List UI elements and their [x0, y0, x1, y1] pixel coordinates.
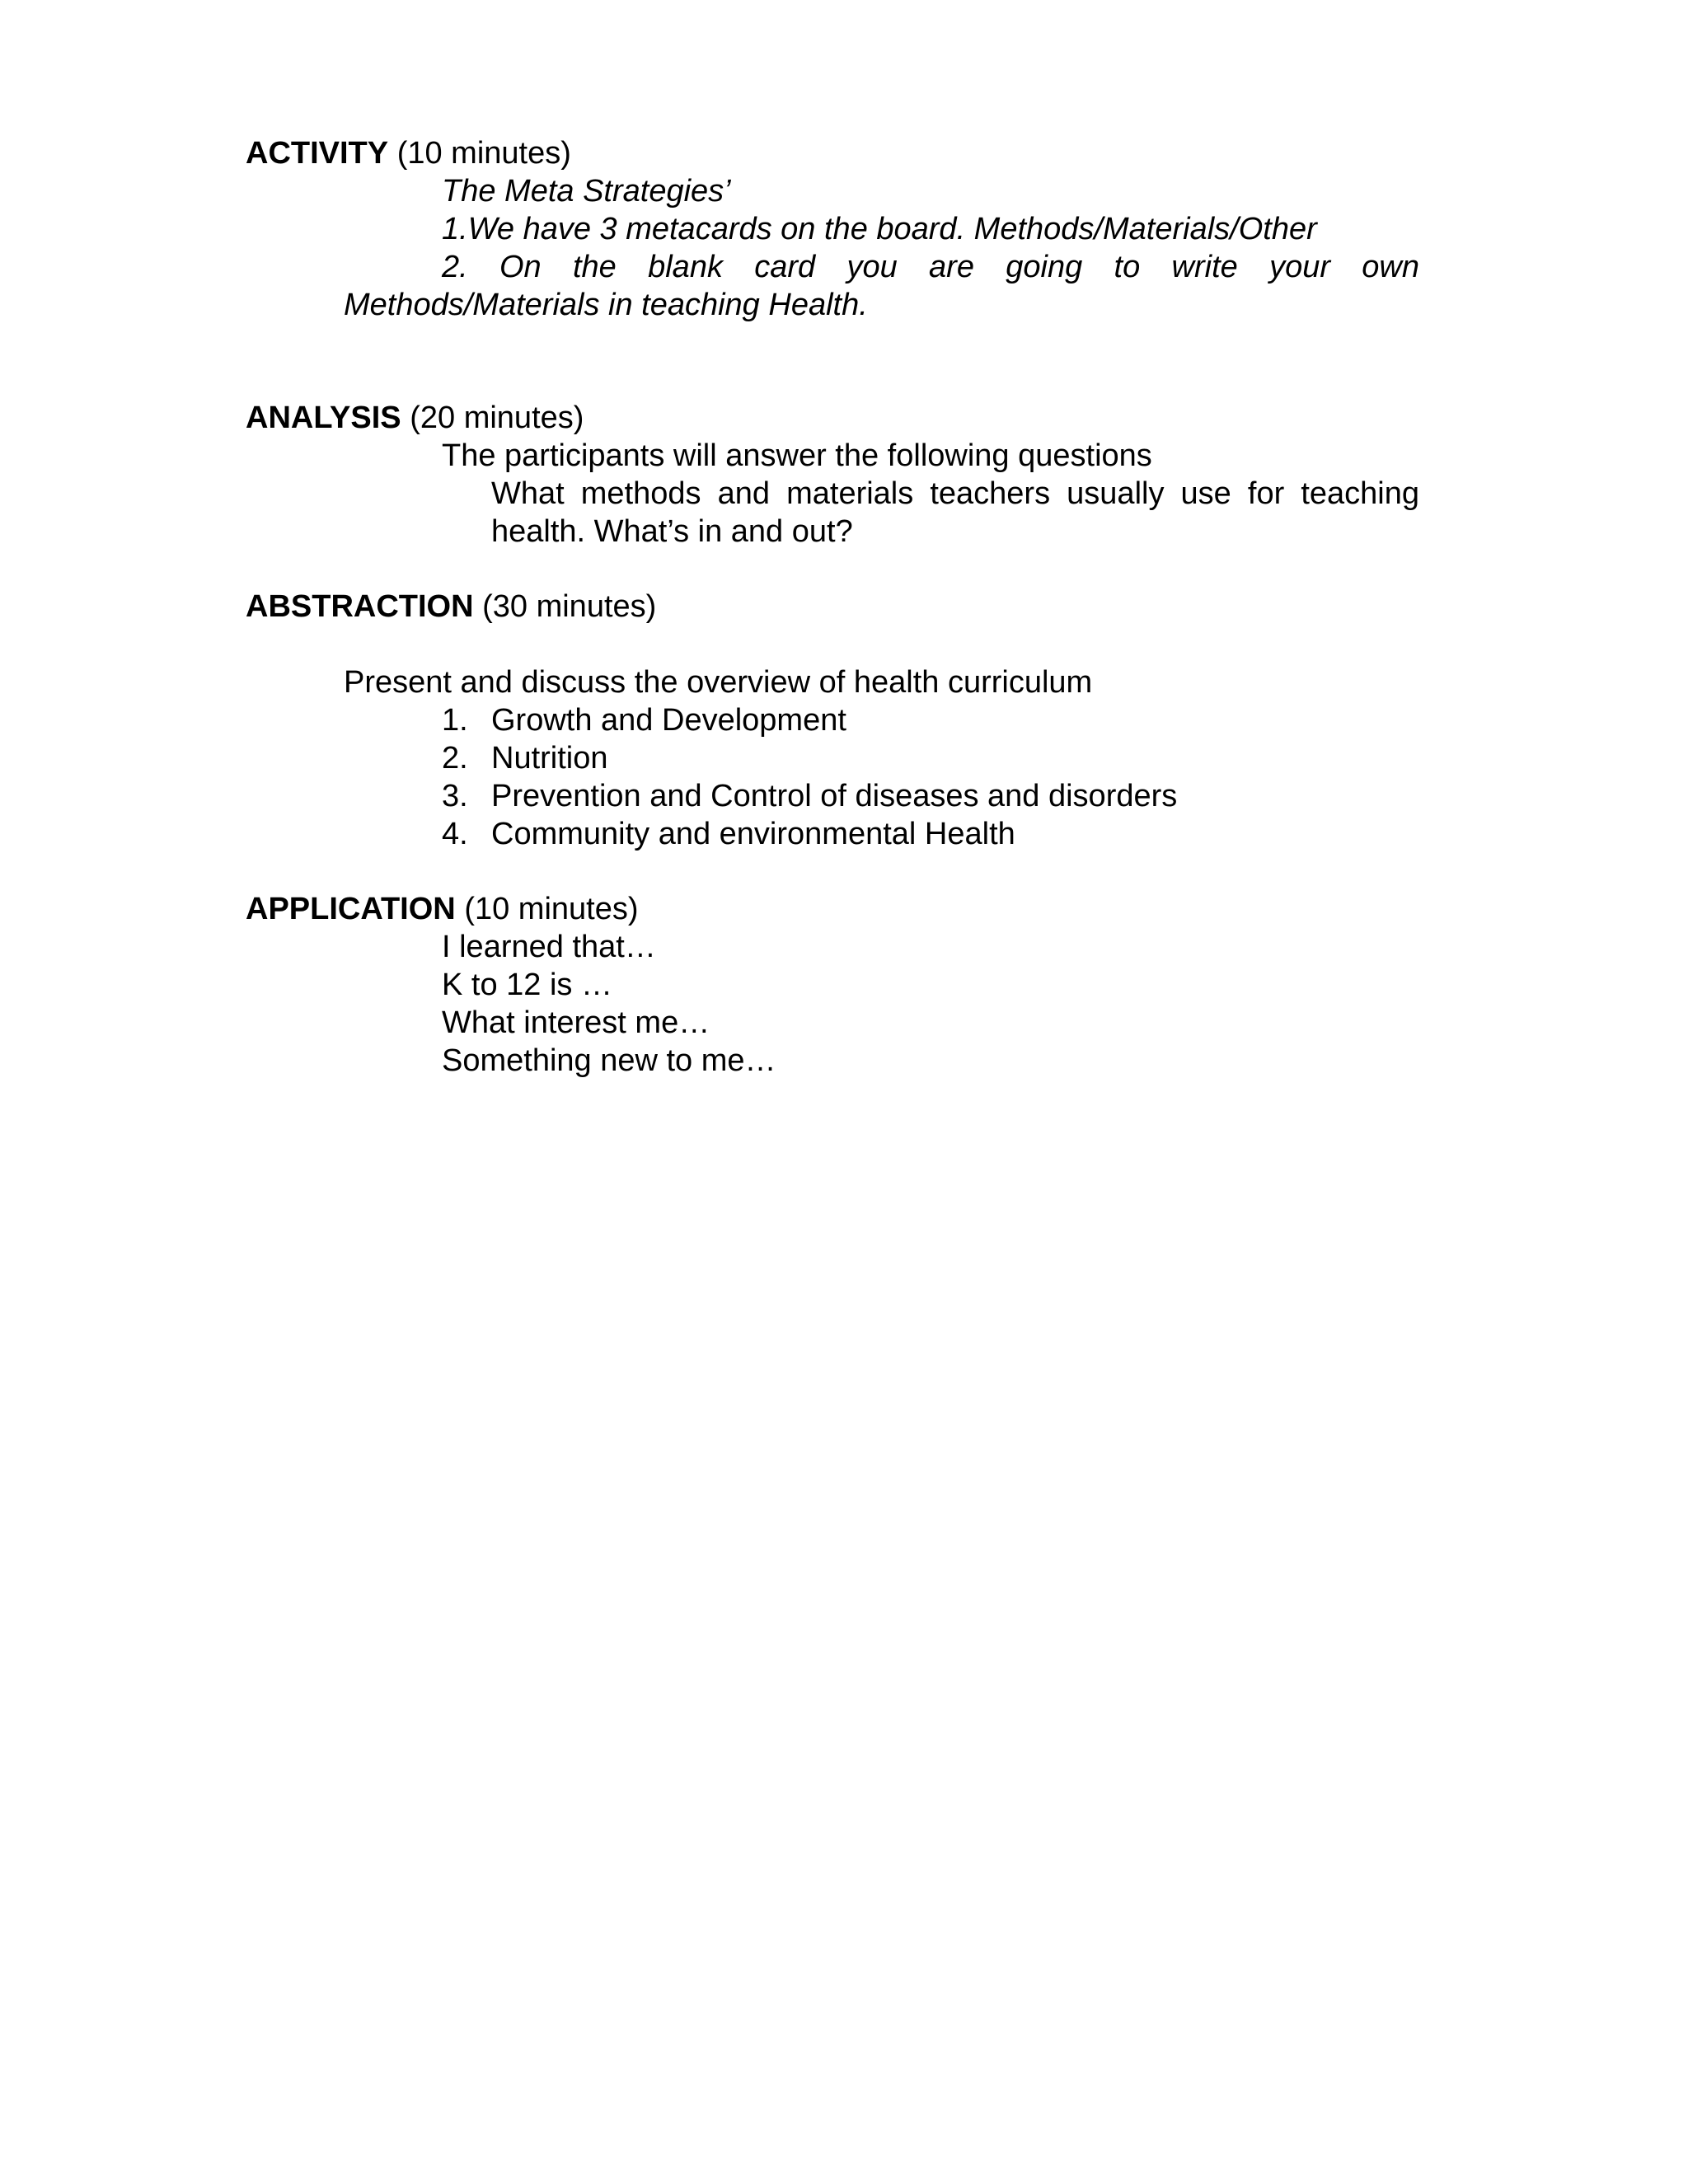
abstraction-heading: ABSTRACTION: [246, 589, 474, 624]
list-item: [442, 777, 1177, 815]
list-item: [442, 739, 608, 777]
application-prompt: I learned that…: [442, 930, 656, 964]
application-duration: (10 minutes): [464, 892, 639, 926]
activity-step-2-line-2: Methods/Materials in teaching Health.: [344, 288, 868, 322]
activity-heading-line: [246, 134, 571, 172]
list-item-number: 1.: [442, 703, 468, 738]
activity-heading: ACTIVITY: [246, 136, 389, 171]
application-heading-line: [246, 890, 639, 928]
activity-step-1: 1.We have 3 metacards on the board. Methods/Materials/Other: [442, 212, 1317, 246]
list-item-number: 3.: [442, 779, 468, 813]
list-item-text: Community and environmental Health: [491, 817, 1015, 851]
activity-title: The Meta Strategies’: [442, 174, 731, 209]
analysis-heading: ANALYSIS: [246, 401, 401, 435]
abstraction-intro: Present and discuss the overview of health curriculum: [344, 665, 1093, 700]
analysis-question-line-2: health. What’s in and out?: [491, 514, 853, 549]
application-prompt: What interest me…: [442, 1005, 710, 1040]
list-item-text: Growth and Development: [491, 703, 846, 738]
list-item-number: 2.: [442, 741, 468, 776]
application-heading: APPLICATION: [246, 892, 456, 926]
list-item: [442, 701, 846, 739]
abstraction-heading-line: [246, 588, 656, 626]
analysis-question-line-1: What methods and materials teachers usually use for teaching: [491, 476, 1419, 511]
analysis-heading-line: [246, 399, 584, 437]
analysis-duration: (20 minutes): [410, 401, 584, 435]
list-item-text: Nutrition: [491, 741, 608, 776]
abstraction-duration: (30 minutes): [482, 589, 657, 624]
activity-duration: (10 minutes): [396, 136, 571, 171]
analysis-intro: The participants will answer the following questions: [442, 438, 1152, 473]
application-prompt: Something new to me…: [442, 1043, 776, 1078]
list-item-text: Prevention and Control of diseases and disorders: [491, 779, 1178, 813]
list-item: [442, 815, 1015, 853]
activity-step-2-line-1: 2. On the blank card you are going to write your own: [442, 250, 1419, 284]
list-item-number: 4.: [442, 817, 468, 851]
application-prompt: K to 12 is …: [442, 968, 612, 1002]
